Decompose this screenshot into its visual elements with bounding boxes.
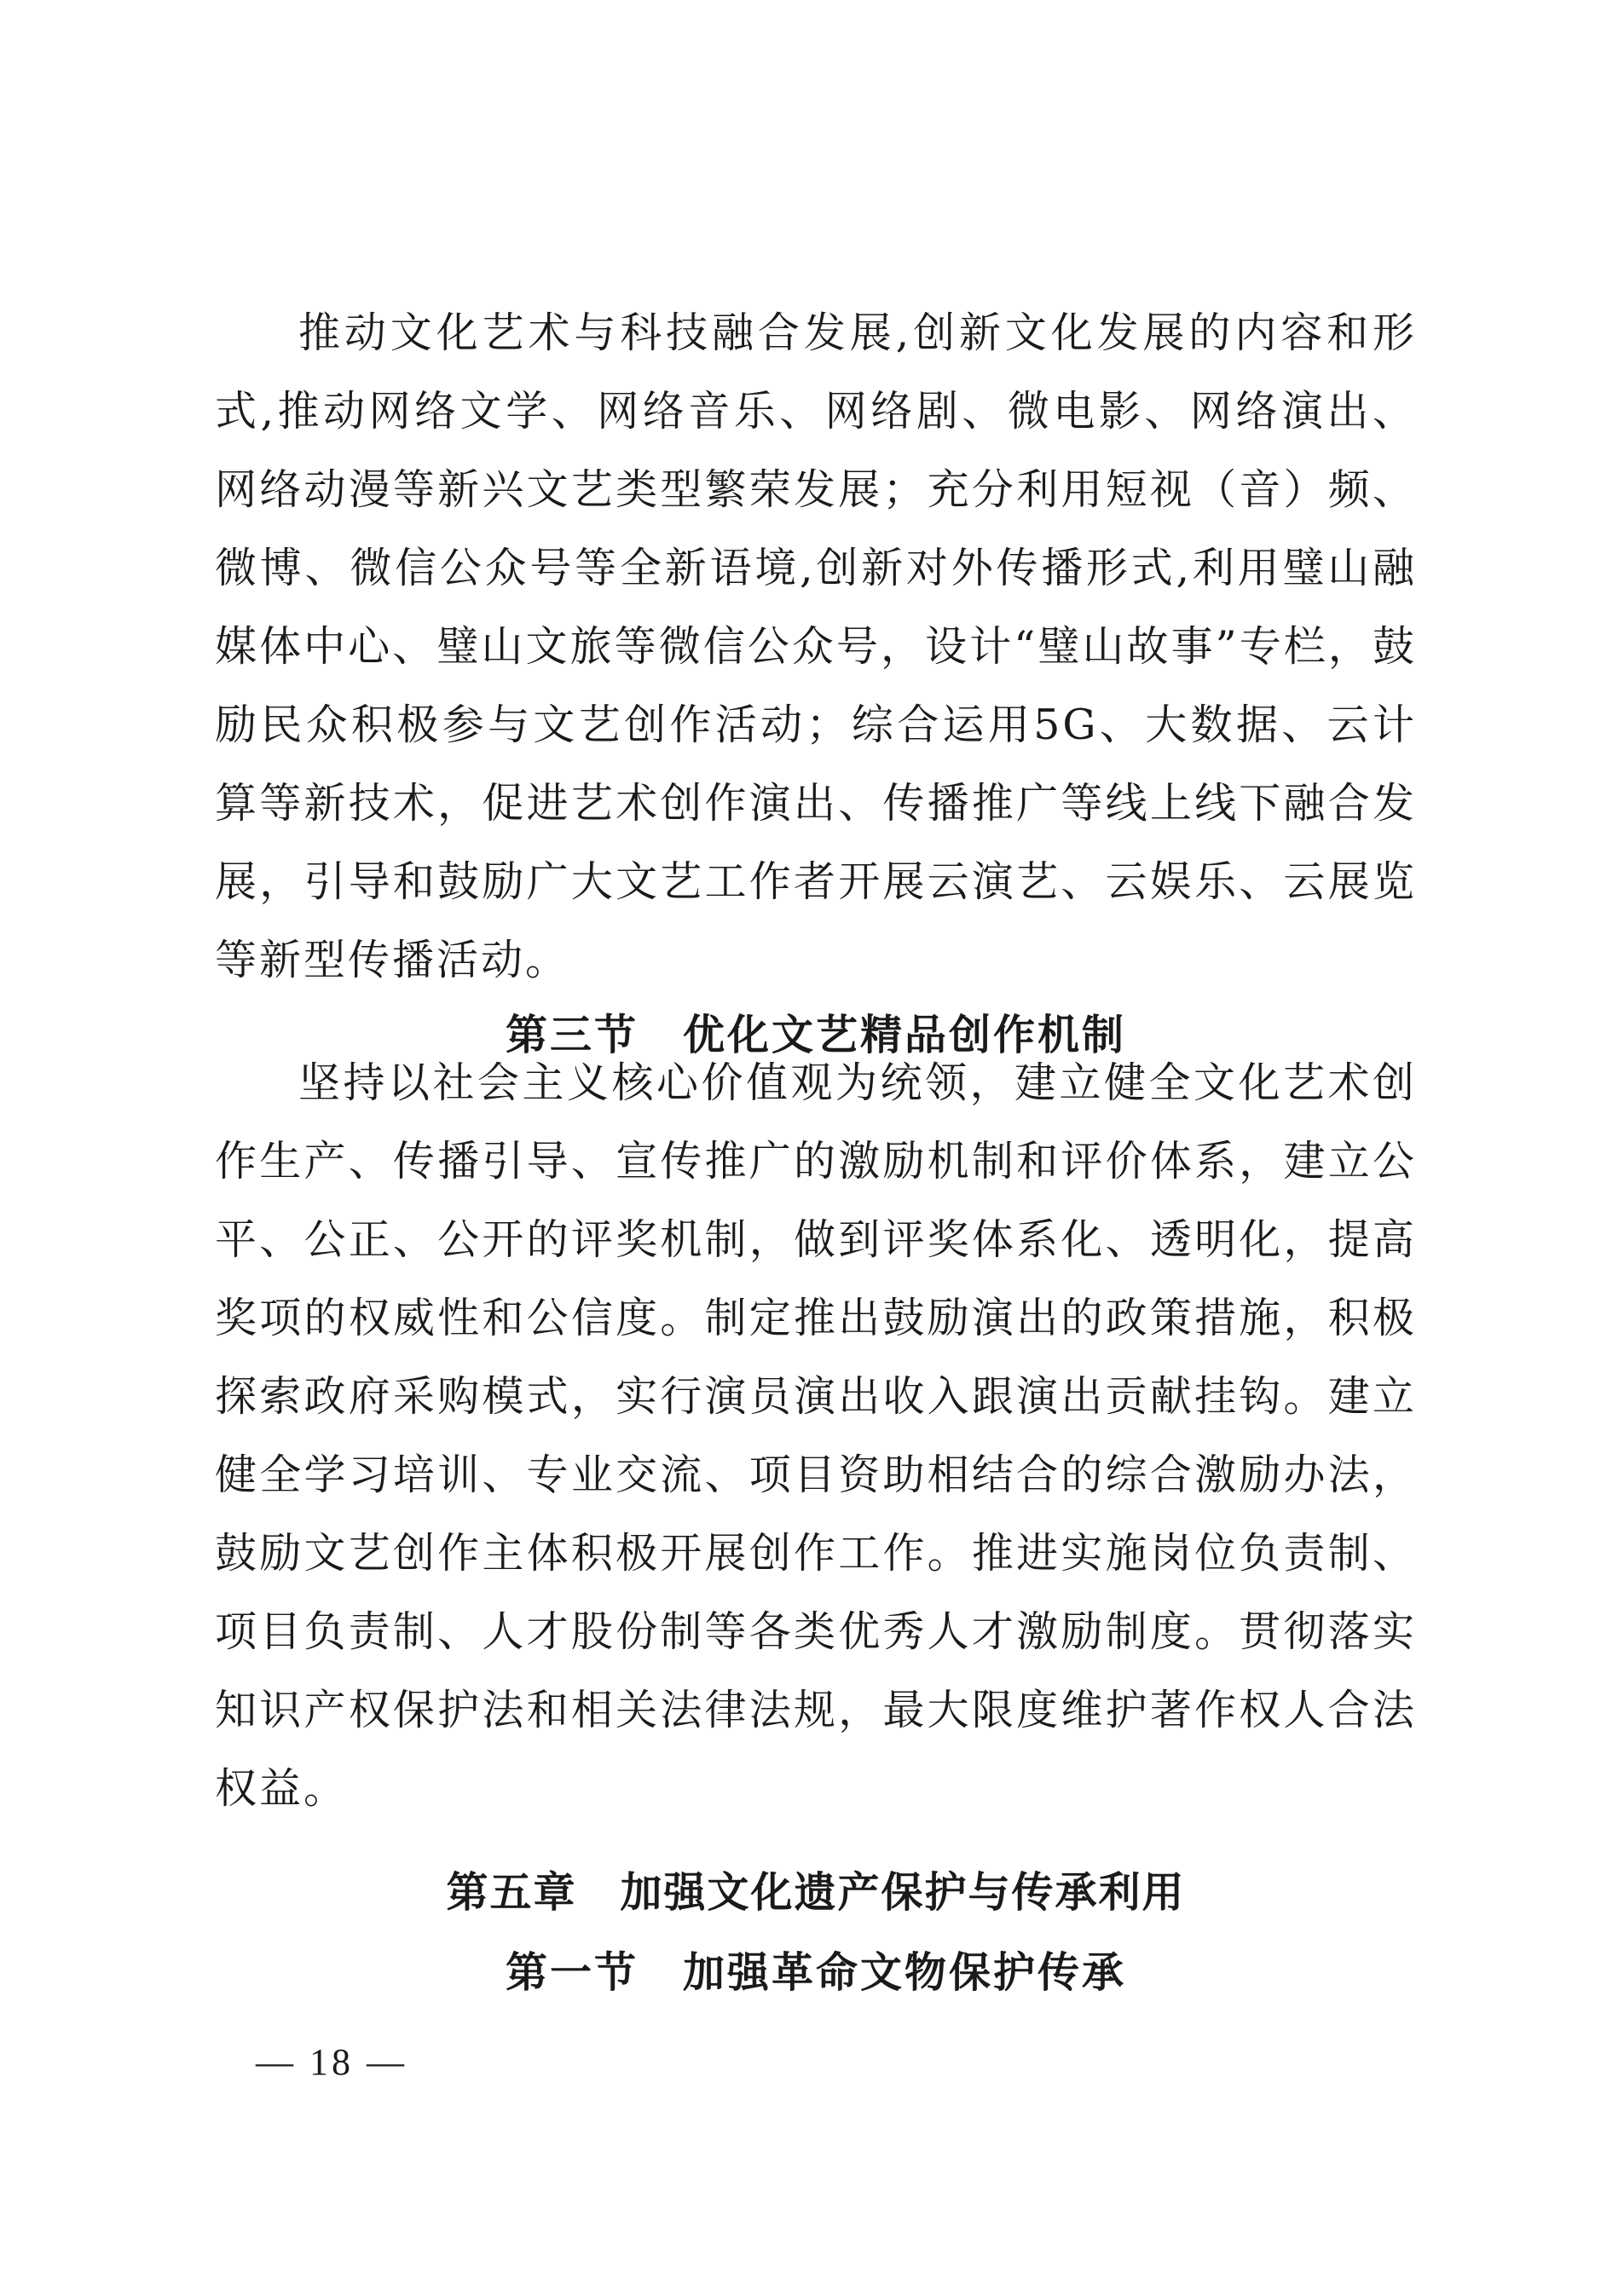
body-text-block-1	[215, 294, 1417, 1000]
section-three-heading: 第三节 优化文艺精品创作机制	[505, 1010, 1126, 1059]
body-text-block-2	[215, 1044, 1417, 1828]
chapter-five-heading: 第五章 加强文化遗产保护与传承利用	[446, 1868, 1186, 1917]
section-one-heading: 第一节 加强革命文物保护传承	[505, 1947, 1126, 1997]
paragraph-tech-fusion: 推动文化艺术与科技融合发展,创新文化发展的内容和形式,推动网络文学、网络音乐、网络剧、微电影、网络演出、网络动漫等新兴文艺类型繁荣发展；充分利用短视（音）频、微博、微信公众号等全新语境,创新对外传播形式,利用璧山融媒体中心、璧山文旅等微信公众号，设计“璧山故事”专栏，鼓励民众积极参与文艺创作活动；综合运用5G、大数据、云计算等新技术，促进艺术创作演出、传播推广等线上线下融合发展，引导和鼓励广大文艺工作者开展云演艺、云娱乐、云展览等新型传播活动。	[215, 309, 1417, 984]
page-number: — 18 —	[256, 2041, 407, 2083]
paragraph-creation-mechanism: 坚持以社会主义核心价值观为统领，建立健全文化艺术创作生产、传播引导、宣传推广的激励机制和评价体系，建立公平、公正、公开的评奖机制，做到评奖体系化、透明化，提高奖项的权威性和公信度。制定推出鼓励演出的政策措施，积极探索政府采购模式，实行演员演出收入跟演出贡献挂钩。建立健全学习培训、专业交流、项目资助相结合的综合激励办法，鼓励文艺创作主体积极开展创作工作。推进实施岗位负责制、项目负责制、人才股份制等各类优秀人才激励制度。贯彻落实知识产权保护法和相关法律法规，最大限度维护著作权人合法权益。	[215, 1059, 1417, 1813]
